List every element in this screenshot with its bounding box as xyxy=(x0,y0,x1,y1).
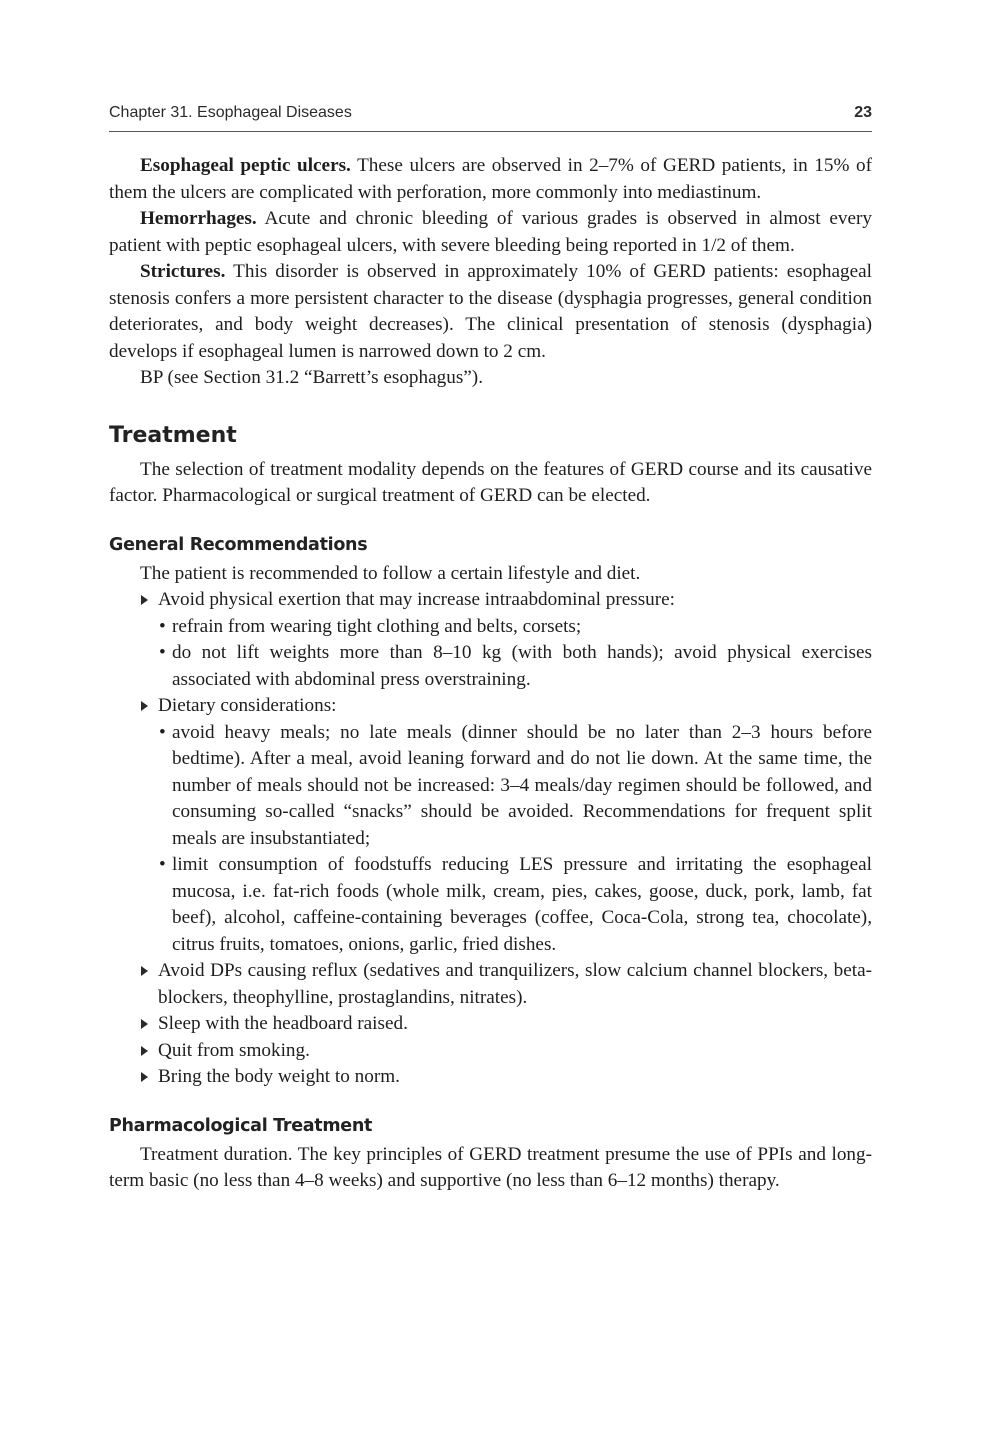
paragraph-general-intro: The patient is recommended to follow a certain lifestyle and diet. xyxy=(140,562,641,584)
recommendations-list xyxy=(109,587,872,1091)
triangle-bullet-icon xyxy=(141,966,148,976)
paragraph-treatment: The selection of treatment modality depends on the features of GERD course and its causative factor. Pharmacological or surgical treatment of GERD can be elected. xyxy=(109,458,872,506)
term-strictures: Strictures. xyxy=(140,261,226,282)
list-item-text: Avoid physical exertion that may increase intraabdominal pressure: xyxy=(158,589,676,610)
sub-list-item xyxy=(109,614,872,641)
list-item-text: Avoid DPs causing reflux (sedatives and tranquilizers, slow calcium channel blockers, beta-blockers, theophylline, prostaglandins, nitrates). xyxy=(158,960,872,1008)
sub-list xyxy=(109,614,872,694)
dot-bullet-icon: • xyxy=(159,854,166,875)
heading-pharmacological-treatment: Pharmacological Treatment xyxy=(109,1115,373,1136)
running-header xyxy=(109,104,872,132)
sub-list-item-text: refrain from wearing tight clothing and belts, corsets; xyxy=(172,615,582,637)
list-item xyxy=(109,1038,872,1065)
paragraph-hemorrhages xyxy=(109,206,872,259)
text-hemorrhages: Acute and chronic bleeding of various grades is observed in almost every patient with peptic esophageal ulcers, with severe bleeding being reported in 1/2 of them. xyxy=(109,208,872,256)
triangle-bullet-icon xyxy=(141,701,148,711)
text-ulcers: These ulcers are observed in 2–7% of GERD patients, in 15% of them the ulcers are complicated with perforation, more commonly into mediastinum. xyxy=(109,155,872,203)
list-item xyxy=(109,1064,872,1091)
heading-treatment: Treatment xyxy=(109,422,237,448)
term-ulcers: Esophageal peptic ulcers. xyxy=(140,155,351,176)
list-item xyxy=(109,693,872,958)
list-item xyxy=(109,1011,872,1038)
sub-list-item-text: avoid heavy meals; no late meals (dinner should be no later than 2–3 hours before bedtime). After a meal, avoid leaning forward and do not lie down. At the same time, the number of meals should not be increased: 3–4 meals/day regimen should be followed, and consuming so-called “snacks” should be avoided. Recommendations for frequent split meals are insubstantiated; xyxy=(172,721,872,849)
text-strictures: This disorder is observed in approximately 10% of GERD patients: esophageal stenosis confers a more persistent character to the disease (dysphagia progresses, general condition deteriorates, and body weight decreases). The clinical presentation of stenosis (dysphagia) develops if esophageal lumen is narrowed down to 2 cm. xyxy=(109,261,872,362)
list-item-text: Sleep with the headboard raised. xyxy=(158,1013,408,1034)
paragraph-bp: BP (see Section 31.2 “Barrett’s esophagus”). xyxy=(140,367,483,388)
sub-list-item xyxy=(109,720,872,853)
list-item-text: Bring the body weight to norm. xyxy=(158,1066,400,1087)
triangle-bullet-icon xyxy=(141,595,148,605)
page-number: 23 xyxy=(854,104,872,121)
book-page xyxy=(109,104,872,1195)
dot-bullet-icon: • xyxy=(159,642,166,663)
sub-list-item-text: limit consumption of foodstuffs reducing LES pressure and irritating the esophageal mucosa, i.e. fat-rich foods (whole milk, cream, pies, cakes, goose, duck, pork, lamb, fat beef), alcohol, caffeine-containing beverages (coffee, Coca-Cola, strong tea, chocolate), citrus fruits, tomatoes, onions, garlic, fried dishes. xyxy=(172,854,872,955)
body-text xyxy=(109,153,872,1195)
list-item xyxy=(109,958,872,1011)
chapter-title: Chapter 31. Esophageal Diseases xyxy=(109,104,352,121)
list-item-text: Dietary considerations: xyxy=(158,695,337,716)
triangle-bullet-icon xyxy=(141,1072,148,1082)
paragraph-ulcers xyxy=(109,153,872,206)
triangle-bullet-icon xyxy=(141,1046,148,1056)
dot-bullet-icon: • xyxy=(159,615,166,637)
paragraph-strictures xyxy=(109,259,872,365)
list-item-text: Quit from smoking. xyxy=(158,1039,310,1061)
list-item xyxy=(109,587,872,693)
sub-list-item xyxy=(109,640,872,693)
heading-general-recommendations: General Recommendations xyxy=(109,534,368,555)
term-hemorrhages: Hemorrhages. xyxy=(140,208,257,229)
paragraph-pharmacological: Treatment duration. The key principles of GERD treatment presume the use of PPIs and long-term basic (no less than 4–8 weeks) and supportive (no less than 6–12 months) therapy. xyxy=(109,1143,872,1191)
sub-list-item-text: do not lift weights more than 8–10 kg (with both hands); avoid physical exercises associated with abdominal press overstraining. xyxy=(172,642,872,690)
sub-list xyxy=(109,720,872,959)
sub-list-item xyxy=(109,852,872,958)
triangle-bullet-icon xyxy=(141,1019,148,1029)
dot-bullet-icon: • xyxy=(159,721,166,743)
